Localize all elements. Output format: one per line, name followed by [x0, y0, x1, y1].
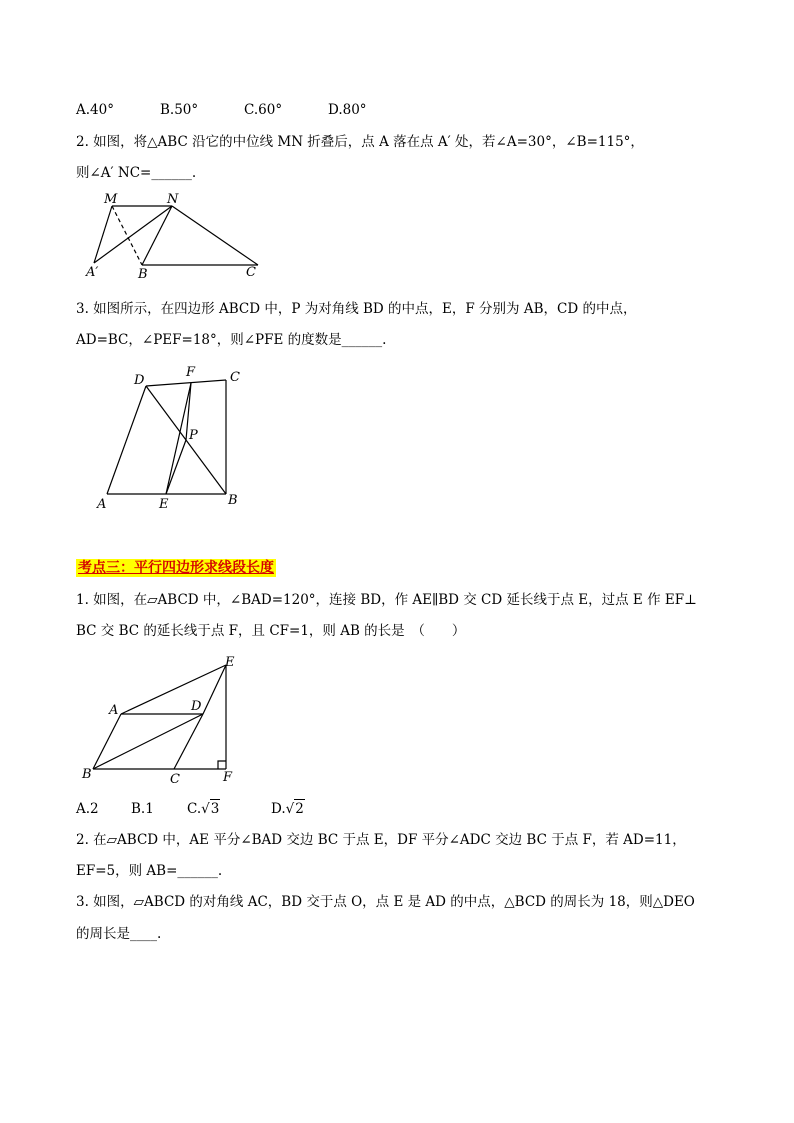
section-heading: 考点三：平行四边形求线段长度: [78, 560, 274, 576]
q3b-line2: 的周长是____.: [76, 926, 162, 942]
label-E: E: [225, 655, 235, 670]
label-M: M: [104, 192, 118, 207]
q1b-options: [76, 799, 305, 818]
label-F: F: [186, 365, 196, 380]
q2a-line2: 则∠A′ NC=______.: [76, 165, 197, 181]
label-A-prime: A′: [86, 265, 99, 280]
label-B: B: [138, 267, 148, 282]
option-b: B.1: [131, 801, 154, 817]
label-C: C: [170, 772, 180, 787]
option-d: D.√2: [271, 801, 304, 817]
q2b-line1: 2. 在▱ABCD 中，AE 平分∠BAD 交边 BC 于点 E，DF 平分∠ADC 交边 BC 于点 F，若 AD=11，: [76, 832, 686, 848]
parallelogram-figure: [78, 650, 248, 790]
label-N: N: [167, 192, 179, 207]
option-d: D.80°: [328, 102, 367, 118]
option-a: A.40°: [76, 102, 114, 118]
label-C: C: [230, 370, 240, 385]
q3b-line1: 3. 如图，▱ABCD 的对角线 AC，BD 交于点 O，点 E 是 AD 的中点，△BCD 的周长为 18，则△DEO: [76, 894, 695, 910]
label-D: D: [134, 373, 145, 388]
label-F: F: [223, 770, 233, 785]
quadrilateral-figure: [90, 362, 250, 514]
q1b-line1: 1. 如图，在▱ABCD 中，∠BAD=120°，连接 BD，作 AE∥BD 交 CD 延长线于点 E，过点 E 作 EF⊥: [76, 592, 697, 608]
q2a-line1: 2. 如图，将△ABC 沿它的中位线 MN 折叠后，点 A 落在点 A′ 处，若∠A=30°，∠B=115°，: [76, 134, 644, 150]
label-A: A: [109, 703, 119, 718]
label-P: P: [189, 428, 198, 443]
label-E: E: [159, 497, 169, 512]
label-B: B: [228, 493, 238, 508]
fold-triangle-figure: [80, 188, 270, 283]
option-b: B.50°: [160, 102, 199, 118]
label-B: B: [82, 767, 92, 782]
option-c: C.√3: [187, 801, 220, 817]
q3a-line1: 3. 如图所示，在四边形 ABCD 中，P 为对角线 BD 的中点，E，F 分别为 AB，CD 的中点，: [76, 301, 637, 317]
q1b-line2: BC 交 BC 的延长线于点 F，且 CF=1，则 AB 的长是 （ ）: [76, 623, 466, 639]
q2b-line2: EF=5，则 AB=______.: [76, 863, 223, 879]
label-A: A: [97, 497, 107, 512]
options-row-prev: [76, 101, 367, 119]
option-c: C.60°: [244, 102, 283, 118]
option-a: A.2: [76, 801, 99, 817]
label-C: C: [246, 265, 256, 280]
q3a-line2: AD=BC，∠PEF=18°，则∠PFE 的度数是______.: [76, 332, 387, 348]
label-D: D: [191, 699, 202, 714]
